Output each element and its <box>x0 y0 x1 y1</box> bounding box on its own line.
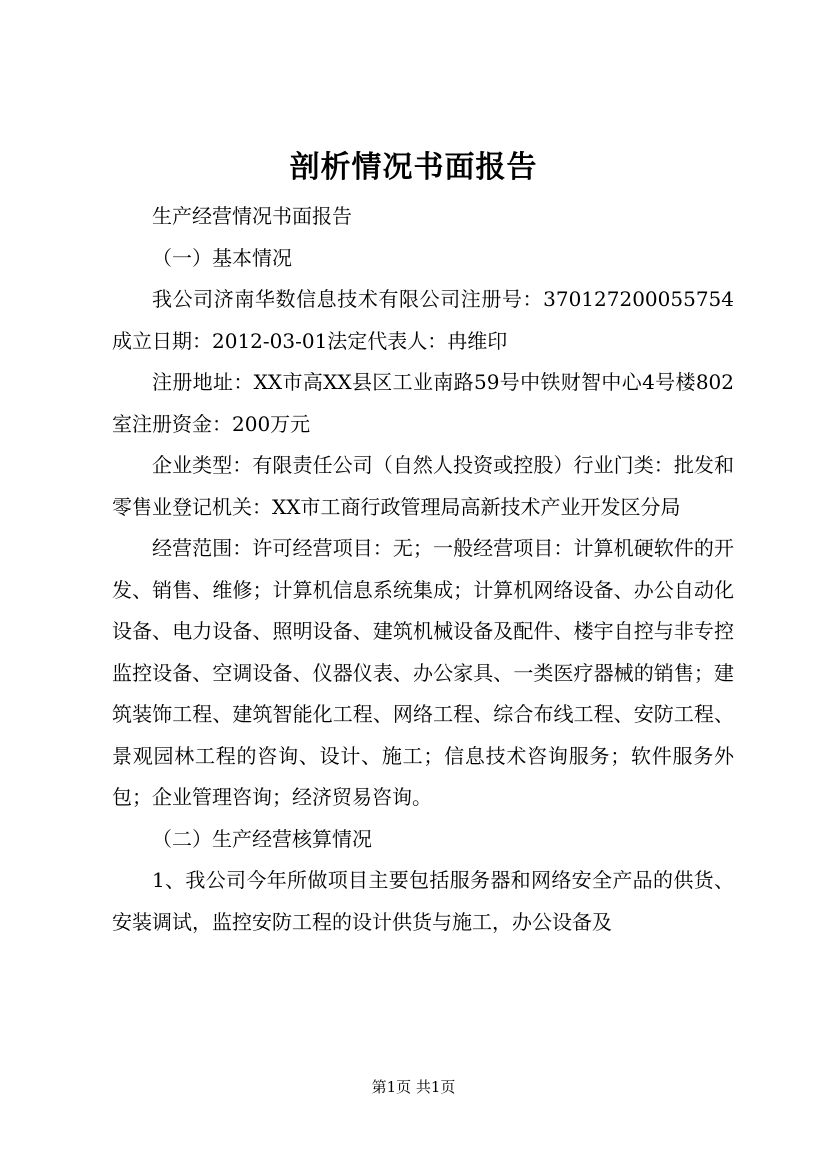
section-heading-basic-info: （一）基本情况 <box>152 245 292 270</box>
page-footer: 第1页 共1页 <box>371 1078 456 1096</box>
item-1-paragraph: 1、我公司今年所做项目主要包括服务器和网络安全产品的供货、安装调试，监控安防工程的设计供货与施工，办公设备及 <box>112 868 734 934</box>
business-scope-paragraph: 经营范围：许可经营项目：无；一般经营项目：计算机硬软件的开发、销售、维修；计算机信息系统集成；计算机网络设备、办公自动化设备、电力设备、照明设备、建筑机械设备及配件、楼宇自控与非专控监控设备、空调设备、仪器仪表、办公家具、一类医疗器械的销售；建筑装饰工程、建筑智能化工程、网络工程、综合布线工程、安防工程、景观园林工程的咨询、设计、施工；信息技术咨询服务；软件服务外包；企业管理咨询；经济贸易咨询。 <box>112 536 734 809</box>
registration-paragraph: 我公司济南华数信息技术有限公司注册号：370127200055754成立日期：2012-03-01法定代表人：冉维印 <box>112 287 734 353</box>
subtitle-paragraph: 生产经营情况书面报告 <box>152 204 352 228</box>
section-heading-accounting: （二）生产经营核算情况 <box>152 826 372 851</box>
address-paragraph: 注册地址：XX市高XX县区工业南路59号中铁财智中心4号楼802室注册资金：200万元 <box>112 370 734 436</box>
document-body <box>112 196 734 943</box>
enterprise-type-paragraph: 企业类型：有限责任公司（自然人投资或控股）行业门类：批发和零售业登记机关：XX市工商行政管理局高新技术产业开发区分局 <box>112 453 734 519</box>
document-title: 剖析情况书面报告 <box>289 150 538 185</box>
